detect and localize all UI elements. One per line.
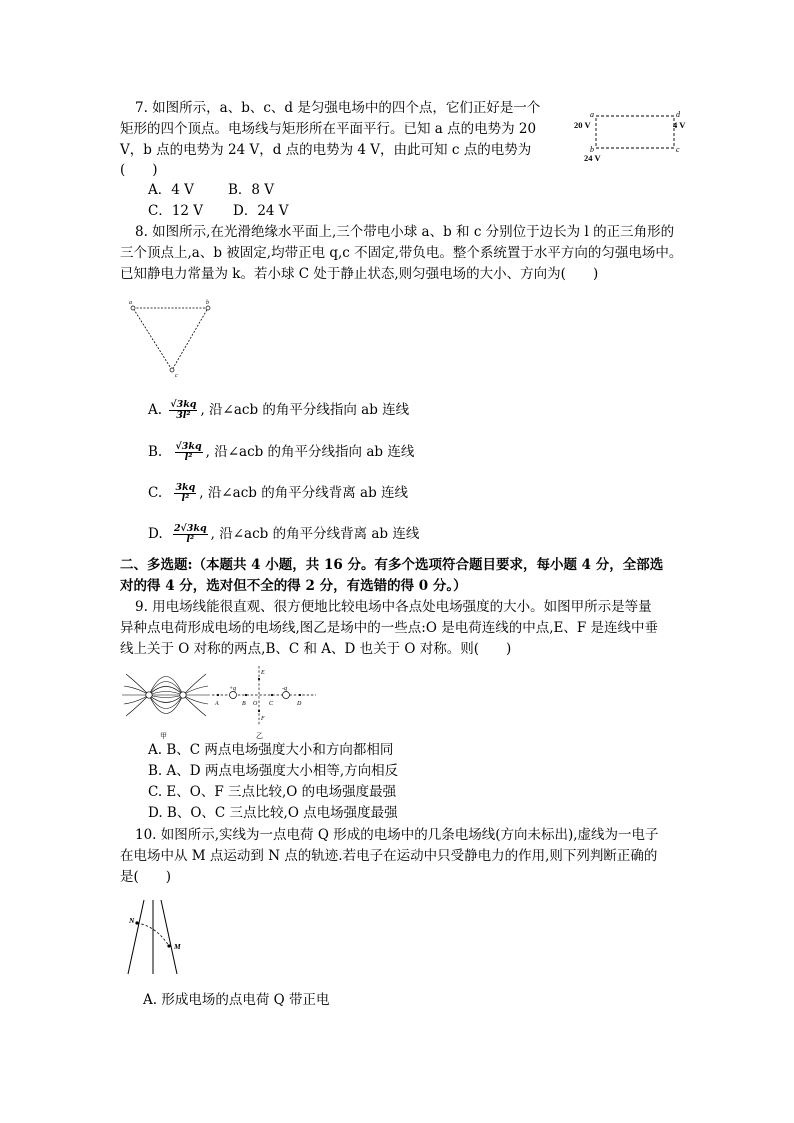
q9-figure-yi — [210, 664, 320, 740]
q8-option-d-text: 沿∠acb 的角平分线背离 ab 连线 — [219, 526, 420, 542]
q9-label-jia: 甲 — [160, 732, 167, 740]
q8-option-b: B. $\frac{√3kq}{\text{l²}}$ , 沿∠acb 的角平分线指向 ab 连线 — [148, 441, 415, 463]
q9-label-F: F — [261, 716, 265, 722]
q9-label-D: D — [297, 701, 302, 707]
q9-label-A: A — [215, 701, 219, 707]
q9-label-E: E — [261, 670, 265, 676]
q8-line-2: 三个顶点上,a、b 被固定,均带正电 q,c 不固定,带负电。整个系统置于水平方向的匀强电场中。 — [120, 245, 683, 261]
section2-heading-line-2: 对的得 4 分，选对但不全的得 2 分，有选错的得 0 分。） — [120, 578, 467, 594]
q9-option-b: B. A、D 两点电场强度大小相等,方向相反 — [148, 763, 399, 779]
q10-field-figure — [120, 896, 190, 978]
q9-label-yi: 乙 — [256, 732, 263, 740]
q7-label-d: d — [676, 110, 680, 119]
q8-label-c: c — [175, 373, 178, 379]
q8-option-c-text: 沿∠acb 的角平分线背离 ab 连线 — [207, 485, 409, 501]
q9-line-1: 9. 用电场线能很直观、很方便地比较电场中各点处电场强度的大小。如图甲所示是等量 — [135, 599, 652, 615]
q7-potential-d: 4 V — [673, 120, 686, 130]
q7-option-c: C．12 V — [148, 203, 204, 219]
q8-option-d-fraction: $\frac{2√3kq}{\text{l²}}$ — [173, 523, 207, 545]
q7-option-a: A．4 V — [148, 182, 194, 198]
q7-line-4: ( ) — [120, 162, 158, 178]
q9-option-a: A. B、C 两点电场强度大小和方向都相同 — [148, 742, 394, 758]
q9-label-plus-q: +q — [229, 686, 237, 692]
q9-label-minus-q: -q — [282, 686, 287, 692]
q7-option-d: D．24 V — [233, 203, 289, 219]
section2-heading-line-1: 二、多选题:（本题共 4 小题，共 16 分。有多个选项符合题目要求，每小题 4 分，全部选 — [120, 557, 664, 573]
q8-option-c: C. $\frac{3kq}{\text{l²}}$ , 沿∠acb 的角平分线背离 ab 连线 — [148, 482, 409, 504]
q10-line-1: 10. 如图所示,实线为一点电荷 Q 形成的电场中的几条电场线(方向未标出),虚线为一电子 — [135, 827, 659, 843]
q9-line-2: 异种点电荷形成电场的电场线,图乙是场中的一些点:O 是电荷连线的中点,E、F 是连线中垂 — [120, 620, 659, 636]
q9-option-d: D. B、O、C 三点比较,O 点电场强度最强 — [148, 805, 398, 821]
q9-label-B: B — [242, 701, 246, 707]
q7-potential-a: 20 V — [574, 120, 591, 130]
q8-triangle-figure — [122, 296, 222, 380]
q7-rectangle-figure — [572, 106, 692, 162]
q8-label-b: b — [206, 300, 209, 306]
q8-option-b-text: 沿∠acb 的角平分线指向 ab 连线 — [214, 444, 415, 460]
q8-line-1: 8. 如图所示,在光滑绝缘水平面上,三个带电小球 a、b 和 c 分别位于边长为 l 的正三角形的 — [135, 224, 675, 240]
q8-option-a: A. $\frac{√3kq}{\text{3l²}}$ , 沿∠acb 的角平分线指向 ab 连线 — [148, 399, 410, 421]
q8-option-c-label: C. — [148, 485, 163, 501]
q7-label-b: b — [590, 145, 594, 154]
q9-line-3: 线上关于 O 对称的两点,B、C 和 A、D 也关于 O 对称。则( ) — [120, 641, 512, 657]
q8-option-b-label: B. — [148, 444, 163, 460]
q9-figure-jia — [122, 664, 210, 740]
q8-option-b-fraction: $\frac{√3kq}{\text{l²}}$ — [175, 441, 202, 463]
q7-potential-b: 24 V — [584, 153, 601, 162]
q10-option-a: A. 形成电场的点电荷 Q 带正电 — [143, 992, 330, 1008]
q9-option-c: C. E、O、F 三点比较,O 的电场强度最强 — [148, 784, 397, 800]
q10-label-M: M — [174, 942, 181, 951]
q9-label-O: O — [253, 701, 258, 707]
q7-line-2: 矩形的四个顶点。电场线与矩形所在平面平行。已知 a 点的电势为 20 — [120, 121, 537, 137]
q8-line-3: 已知静电力常量为 k。若小球 C 处于静止状态,则匀强电场的大小、方向为( ) — [120, 266, 599, 282]
q8-label-a: a — [129, 300, 132, 306]
q8-option-c-fraction: $\frac{3kq}{\text{l²}}$ — [175, 482, 196, 504]
q8-option-d-label: D. — [148, 526, 163, 542]
q10-label-N: N — [129, 916, 135, 925]
q7-line-3: V，b 点的电势为 24 V，d 点的电势为 4 V，由此可知 c 点的电势为 — [120, 142, 532, 158]
q7-line-1: 7. 如图所示，a、b、c、d 是匀强电场中的四个点，它们正好是一个 — [135, 100, 541, 116]
q7-label-c: c — [676, 145, 680, 154]
q10-line-3: 是( ) — [120, 869, 172, 885]
q8-option-a-label: A. — [148, 402, 163, 418]
q9-label-C: C — [269, 701, 274, 707]
q8-option-a-text: 沿∠acb 的角平分线指向 ab 连线 — [209, 402, 410, 418]
q7-option-b: B．8 V — [228, 182, 275, 198]
q8-option-a-fraction: $\frac{√3kq}{\text{3l²}}$ — [170, 399, 197, 421]
q8-option-d: D. $\frac{2√3kq}{\text{l²}}$ , 沿∠acb 的角平分线背离 ab 连线 — [148, 523, 420, 545]
q7-label-a: a — [590, 110, 594, 119]
q10-line-2: 在电场中从 M 点运动到 N 点的轨迹.若电子在运动中只受静电力的作用,则下列判断正确的 — [120, 848, 658, 864]
